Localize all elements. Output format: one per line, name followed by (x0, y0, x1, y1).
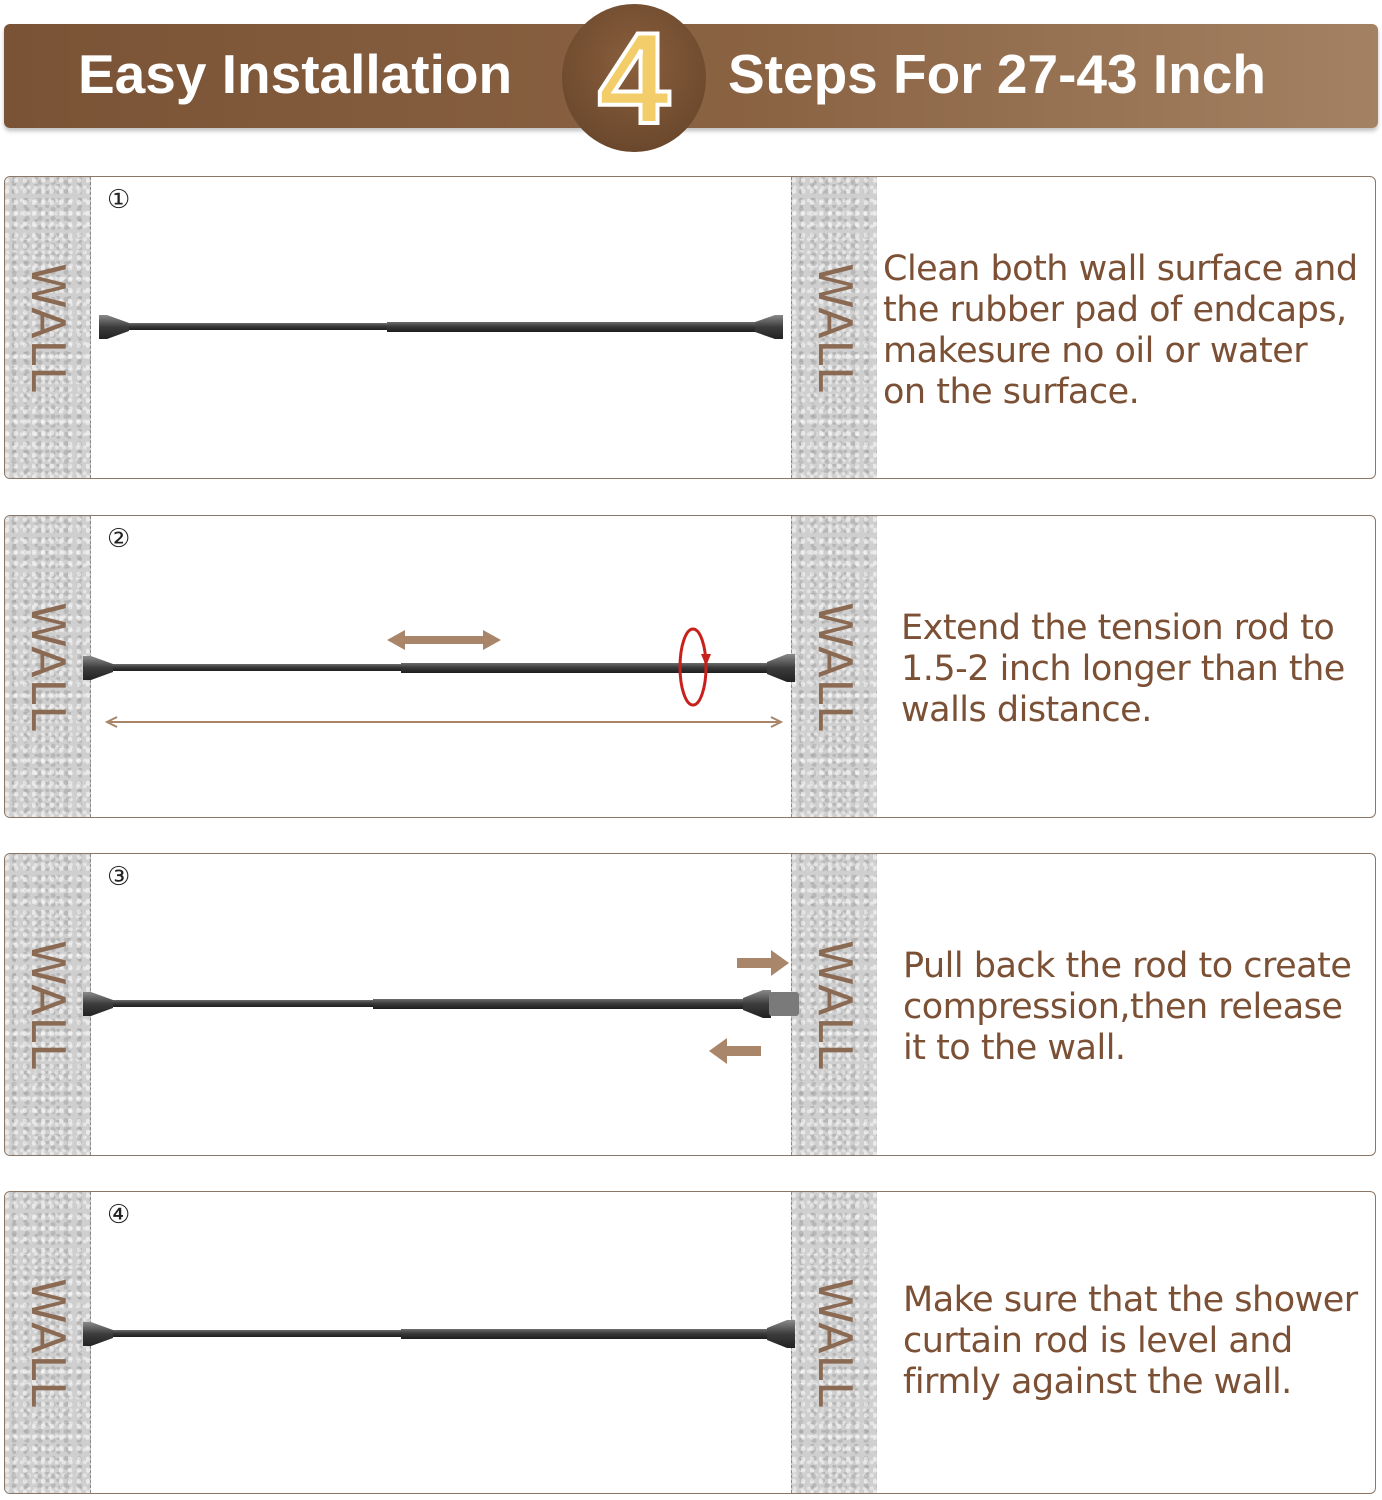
step-number: ① (107, 185, 131, 215)
double-arrow-icon (387, 630, 501, 650)
step-description (903, 1280, 1358, 1403)
description-line: makesure no oil or water (883, 331, 1308, 371)
description-line: Extend the tension rod to (901, 608, 1335, 648)
step-number: ② (107, 524, 131, 554)
step-panel-1 (4, 176, 1376, 479)
step-number: ④ (107, 1200, 131, 1230)
description-line: Clean both wall surface and (883, 249, 1358, 289)
step-panel-3 (4, 853, 1376, 1156)
wall-label: WALL (20, 939, 75, 1070)
wall-label: WALL (20, 1277, 75, 1408)
distance-arrow-icon (107, 717, 781, 727)
tension-rod-illustration (5, 516, 805, 818)
description-line: firmly against the wall. (903, 1362, 1292, 1402)
step-description (903, 946, 1351, 1069)
tension-rod-illustration (5, 854, 805, 1156)
description-line: on the surface. (883, 372, 1140, 412)
header-left-title: Easy Installation (78, 43, 513, 105)
description-line: Make sure that the shower (903, 1280, 1358, 1320)
tension-rod-illustration (5, 1192, 805, 1494)
description-line: Pull back the rod to create (903, 946, 1352, 986)
step-number: ③ (107, 862, 131, 892)
tension-rod-illustration (5, 177, 805, 479)
wall-label: WALL (807, 939, 862, 1070)
step-panel-4 (4, 1191, 1376, 1494)
description-line: it to the wall. (903, 1028, 1126, 1068)
description-line: walls distance. (901, 690, 1152, 730)
step-count-badge (562, 4, 706, 152)
wall-label: WALL (20, 262, 75, 393)
step-panel-2 (4, 515, 1376, 818)
badge-number: 4 (597, 5, 671, 151)
wall-label: WALL (20, 601, 75, 732)
description-line: 1.5-2 inch longer than the (901, 649, 1345, 689)
step-description (901, 608, 1345, 731)
wall-label: WALL (807, 262, 862, 393)
arrow-right-icon (737, 950, 789, 976)
arrow-left-icon (709, 1038, 761, 1064)
description-line: the rubber pad of endcaps, (883, 290, 1347, 330)
description-line: curtain rod is level and (903, 1321, 1293, 1361)
header-right-title: Steps For 27-43 Inch (728, 43, 1266, 105)
step-description (883, 249, 1358, 413)
wall-label: WALL (807, 1277, 862, 1408)
description-line: compression,then release (903, 987, 1343, 1027)
wall-label: WALL (807, 601, 862, 732)
